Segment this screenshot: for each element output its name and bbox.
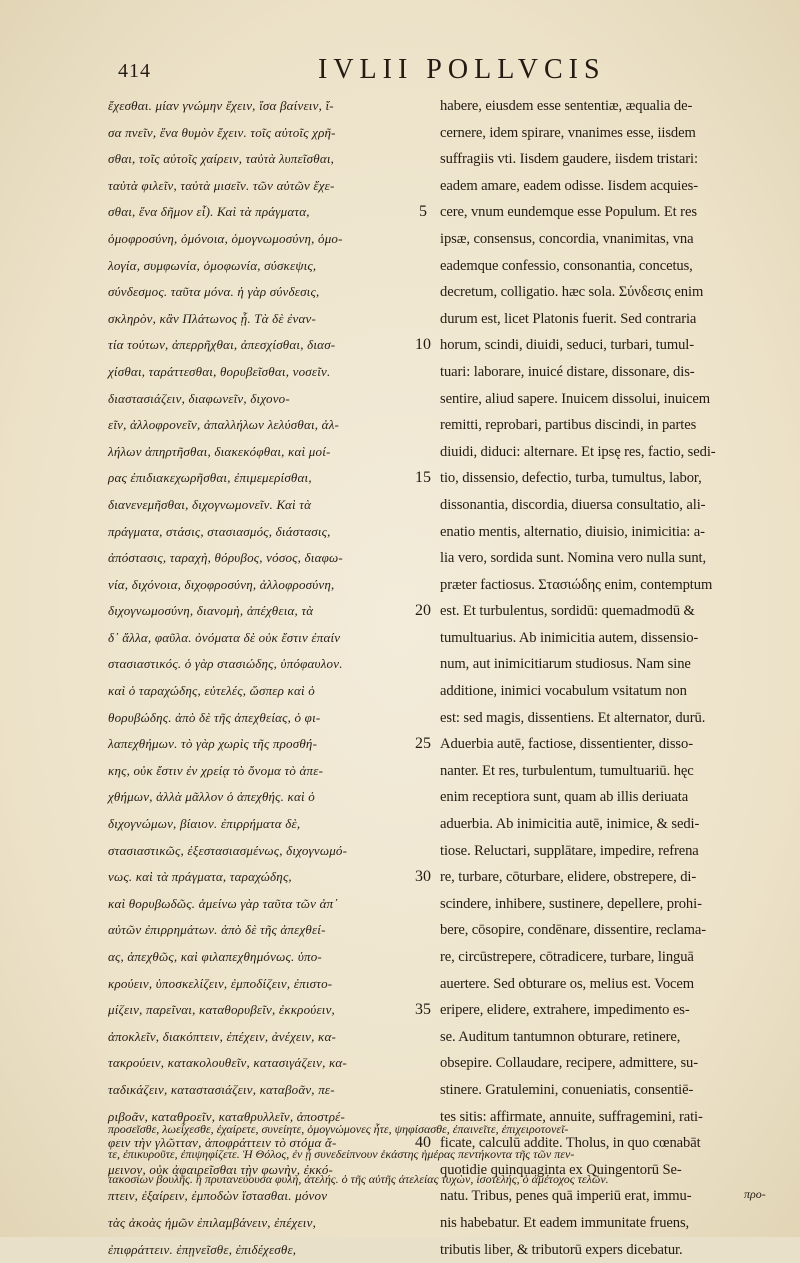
greek-text-line: ἀπόστασις, ταραχὴ, θόρυβος, νόσος, διαφω- [108, 550, 343, 566]
latin-text-line: lia vero, sordida sunt. Nomina vero nulla sunt, [440, 550, 707, 567]
greek-text-line: λογία, συμφωνία, ὁμοφωνία, σύσκεψις, [108, 257, 317, 273]
greek-text-line: διανενεμῆσθαι, διχογνωμονεῖν. Καὶ τὰ [108, 496, 312, 512]
latin-text-line: præter factiosus. Στασιώδης enim, contemptum [440, 576, 713, 593]
greek-text-line: μεινον, οὐκ ἀφαιρεῖσθαι τὴν φωνὴν, ἐκκό- [108, 1161, 334, 1177]
latin-text-line: diuidi, diduci: alternare. Et ipsę res, factio, sedi- [440, 443, 716, 460]
catchword: προ- [744, 1187, 766, 1201]
footer-text-line: τακοσίων βουλῆς. ἡ πρυτανεύουσα φυλὴ, ἀτελής. ὁ τῆς αὐτῆς ἀτελείας τυχὼν, ἰσοτελής, ὁ ἀμέτοχος τελῶν. [108, 1172, 609, 1187]
footer-text-line: προσεῖσθε, λωεἶχεσθε, ἐχαίρετε, συνείητε, ὁμογνώμονες ἦτε, ψηφίσασθε, ἐπαινεῖτε, ἐπιχειροτονεῖ- [108, 1122, 569, 1136]
latin-text-line: eadem amare, eadem odisse. Iisdem acquies- [440, 177, 698, 194]
latin-text-line: horum, scindi, diuidi, seduci, turbari, tumul- [440, 337, 694, 354]
greek-text-line: σκληρὸν, κἂν Πλάτωνος ᾖ. Τὰ δὲ ἐναν- [108, 310, 316, 326]
latin-text-line: tes sitis: affirmate, annuite, suffragemini, rati- [440, 1108, 703, 1125]
latin-text-line: durum est, licet Platonis fuerit. Sed contraria [440, 310, 697, 327]
greek-text-line: πτειν, ἐξαίρειν, ἐμποδὼν ἵστασθαι. μόνον [108, 1188, 328, 1204]
latin-text-line: est: sed magis, dissentiens. Et alternator, durū. [440, 709, 706, 726]
latin-text-line: sentire, aliud sapere. Inuicem dissolui, inuicem [440, 390, 710, 407]
line-number: 25 [415, 735, 431, 753]
greek-text-line: τία τούτων, ἀπερρῆχθαι, ἀπεσχίσθαι, διασ- [108, 337, 336, 353]
greek-text-line: αὐτῶν ἐπιρρημάτων. ἀπὸ δὲ τῆς ἀπεχθεί- [108, 922, 326, 938]
latin-text-line: stinere. Gratulemini, conueniatis, consentiē- [440, 1081, 694, 1098]
greek-text-line: ἐπιφράττειν. ἐπῃνεῖσθε, ἐπιδέχεσθε, [108, 1241, 297, 1257]
latin-text-line: auertere. Sed obturare os, melius est. Vocem [440, 975, 695, 992]
latin-text-line: additione, inimici vocabulum vsitatum non [440, 683, 687, 700]
latin-text-line: decretum, colligatio. hæc sola. Σύνδεσις enim [440, 284, 704, 301]
greek-text-line: εῖν, ἀλλοφρονεῖν, ἀπαλλήλων λελύσθαι, ἀλ- [108, 417, 340, 433]
greek-text-line: νία, διχόνοια, διχοφροσύνη, ἀλλοφροσύνη, [108, 576, 335, 592]
line-number: 40 [415, 1134, 431, 1152]
latin-text-line: obsepire. Collaudare, recipere, admittere, su- [440, 1055, 698, 1072]
latin-text-line: tiose. Reluctari, supplātare, impedire, refrena [440, 842, 699, 859]
greek-text-line: νως. καὶ τὰ πράγματα, ταραχώδης, [108, 869, 292, 885]
greek-text-line: πράγματα, στάσις, στασιασμός, διάστασις, [108, 523, 331, 539]
greek-text-column [108, 93, 413, 1263]
greek-text-line: σθαι, ἕνα δῆμον εἶ). Καὶ τὰ πράγματα, [108, 204, 310, 220]
greek-text-line: χθήμων, ἀλλὰ μᾶλλον ὁ ἀπεχθής. καὶ ὁ [108, 789, 315, 805]
latin-text-line: dissonantia, discordia, diuersa consultatio, ali- [440, 496, 706, 513]
latin-text-line: natu. Tribus, penes quā imperiū erat, immu- [440, 1188, 692, 1205]
latin-text-line: nanter. Et res, turbulentum, tumultuariū. hęc [440, 762, 694, 779]
greek-text-line: λήλων ἀπηρτῆσθαι, διακεκόφθαι, καὶ μοί- [108, 443, 331, 459]
greek-text-line: τακρούειν, κατακολουθεῖν, κατασιγάζειν, κα- [108, 1055, 347, 1071]
latin-text-line: est. Et turbulentus, sordidū: quemadmodū & [440, 603, 695, 620]
latin-text-line: quotidie quinquaginta ex Quingentorū Se- [440, 1161, 682, 1178]
latin-text-line: scindere, inhibere, sustinere, depellere, prohi- [440, 895, 702, 912]
greek-text-line: καὶ ὁ ταραχώδης, εὐτελές, ὥσπερ καὶ ὁ [108, 683, 315, 699]
greek-text-line: ἔχεσθαι. μίαν γνώμην ἔχειν, ἴσα βαίνειν, ἴ- [108, 98, 334, 113]
greek-text-line: μίζειν, παρεῖναι, καταθορυβεῖν, ἐκκρούειν, [108, 1002, 335, 1018]
greek-text-line: διαστασιάζειν, διαφωνεῖν, διχονο- [108, 390, 290, 406]
latin-text-line: habere, eiusdem esse sententiæ, æqualia de- [440, 98, 693, 114]
latin-text-line: suffragiis vti. Iisdem gaudere, iisdem tristari: [440, 151, 698, 168]
greek-text-line: ὁμοφροσύνη, ὁμόνοια, ὁμογνωμοσύνη, ὁμο- [108, 230, 343, 246]
latin-text-line: re, circūstrepere, cōtradicere, turbare, linguā [440, 949, 694, 965]
line-number: 20 [415, 602, 431, 620]
greek-text-line: ριβοᾶν, καταθροεῖν, καταθρυλλεῖν, ἀποστρέ- [108, 1108, 345, 1124]
greek-text-line: ρας ἐπιδιακεχωρῆσθαι, ἐπιμεμερίσθαι, [108, 470, 312, 486]
greek-text-line: στασιαστικῶς, ἐξεστασιασμένως, διχογνωμό- [108, 842, 348, 858]
greek-text-line: ας, ἀπεχθῶς, καὶ φιλαπεχθημόνως. ὑπο- [108, 949, 322, 964]
page-header [0, 52, 800, 92]
greek-text-line: θορυβώδης. ἀπὸ δὲ τῆς ἀπεχθείας, ὁ φι- [108, 709, 321, 725]
latin-text-line: num, aut inimicitiarum studiosus. Nam sine [440, 656, 691, 673]
greek-text-line: κης, οὐκ ἔστιν ἐν χρείᾳ τὸ ὄνομα τὸ ἀπε- [108, 762, 324, 778]
greek-text-line: στασιαστικός. ὁ γὰρ στασιώδης, ὑπόφαυλον. [108, 656, 343, 672]
greek-text-line: σα πνεῖν, ἕνα θυμὸν ἔχειν. τοῖς αὐτοῖς χρῆ- [108, 124, 336, 140]
greek-text-line: σύνδεσμος. ταῦτα μόνα. ἡ γὰρ σύνδεσις, [108, 284, 320, 300]
latin-text-line: tributis liber, & tributorū expers dicebatur. [440, 1241, 683, 1258]
greek-text-line: καὶ θορυβωδῶς. ἀμείνω γὰρ ταῦτα τῶν ἀπ᾽ [108, 895, 338, 911]
line-number: 10 [415, 336, 431, 354]
latin-text-line: bere, cōsopire, condēnare, dissentire, reclama- [440, 922, 706, 939]
footer-greek-text [108, 1117, 794, 1193]
line-number: 35 [415, 1001, 431, 1019]
latin-text-line: tumultuarius. Ab inimicitia autem, dissensio- [440, 629, 699, 646]
latin-text-line: ficate, calculū addite. Tholus, in quo cœnabāt [440, 1135, 701, 1152]
greek-text-line: φειν τὴν γλῶτταν, ἀποφράττειν τὸ στόμα ἄ- [108, 1135, 337, 1151]
latin-text-line: eripere, elidere, extrahere, impedimento es- [440, 1002, 690, 1019]
latin-text-line: eademque confessio, consonantia, concetus, [440, 257, 693, 274]
latin-text-line: remitti, reprobari, partibus discindi, in partes [440, 417, 697, 434]
latin-text-line: cernere, idem spirare, vnanimes esse, iisdem [440, 124, 696, 141]
greek-text-line: διχογνώμων, βίαιον. ἐπιρρήματα δὲ, [108, 816, 301, 832]
running-title: IVLII POLLVCIS [318, 54, 606, 85]
line-number: 30 [415, 868, 431, 886]
latin-text-line: nis habebatur. Et eadem immunitate fruens, [440, 1214, 690, 1231]
greek-text-line: τὰς ἀκοὰς ἡμῶν ἐπιλαμβάνειν, ἐπέχειν, [108, 1214, 317, 1230]
greek-text-line: ἀποκλεῖν, διακόπτειν, ἐπέχειν, ἀνέχειν, κα- [108, 1028, 337, 1044]
line-number: 15 [415, 469, 431, 487]
latin-text-column [440, 93, 794, 1263]
latin-text-line: re, turbare, cōturbare, elidere, obstrepere, di- [440, 869, 697, 886]
latin-text-line: ipsæ, consensus, concordia, vnanimitas, vna [440, 230, 694, 247]
greek-text-line: δ᾽ ἄλλα, φαῦλα. ὀνόματα δὲ οὐκ ἔστιν ἐπαίν [108, 629, 341, 645]
latin-text-line: se. Auditum tantumnon obturare, retinere, [440, 1028, 681, 1045]
latin-text-line: Aduerbia autē, factiose, dissentienter, disso- [440, 736, 693, 753]
greek-text-line: κρούειν, ὑποσκελίζειν, ἐμποδίζειν, ἐπιστο- [108, 975, 333, 991]
greek-text-line: ταὐτὰ φιλεῖν, ταὐτὰ μισεῖν. τῶν αὐτῶν ἔχε- [108, 177, 335, 193]
greek-text-line: ταδικάζειν, καταστασιάζειν, καταβοᾶν, πε- [108, 1081, 335, 1097]
footer-text-line: τε, ἐπικυροῦτε, ἐπιψηφίζετε. Ἡ Θόλος, ἐν ᾗ συνεδείπνουν ἑκάστης ἡμέρας πεντήκοντα τῆς τῶν πεν- [108, 1147, 575, 1162]
greek-text-line: διχογνωμοσύνη, διανομὴ, ἀπέχθεια, τὰ [108, 603, 314, 619]
greek-text-line: σθαι, τοῖς αὐτοῖς χαίρειν, ταὐτὰ λυπεῖσθαι, [108, 151, 335, 167]
latin-text-line: aduerbia. Ab inimicitia autē, inimice, & sedi- [440, 816, 700, 833]
greek-text-line: χίσθαι, ταράττεσθαι, θορυβεῖσθαι, νοσεῖν. [108, 363, 331, 379]
latin-text-line: tuari: laborare, inuicé distare, dissonare, dis- [440, 363, 695, 380]
line-number: 5 [419, 203, 427, 221]
latin-text-line: cere, vnum eundemque esse Populum. Et res [440, 204, 697, 221]
latin-text-line: enim receptiora sunt, quam ab illis deriuata [440, 789, 689, 806]
page-number: 414 [118, 60, 151, 82]
latin-text-line: enatio mentis, alternatio, diuisio, inimicitia: a- [440, 523, 705, 540]
greek-text-line: λαπεχθήμων. τὸ γὰρ χωρὶς τῆς προσθή- [108, 736, 318, 752]
latin-text-line: tio, dissensio, defectio, turba, tumultus, labor, [440, 470, 702, 487]
